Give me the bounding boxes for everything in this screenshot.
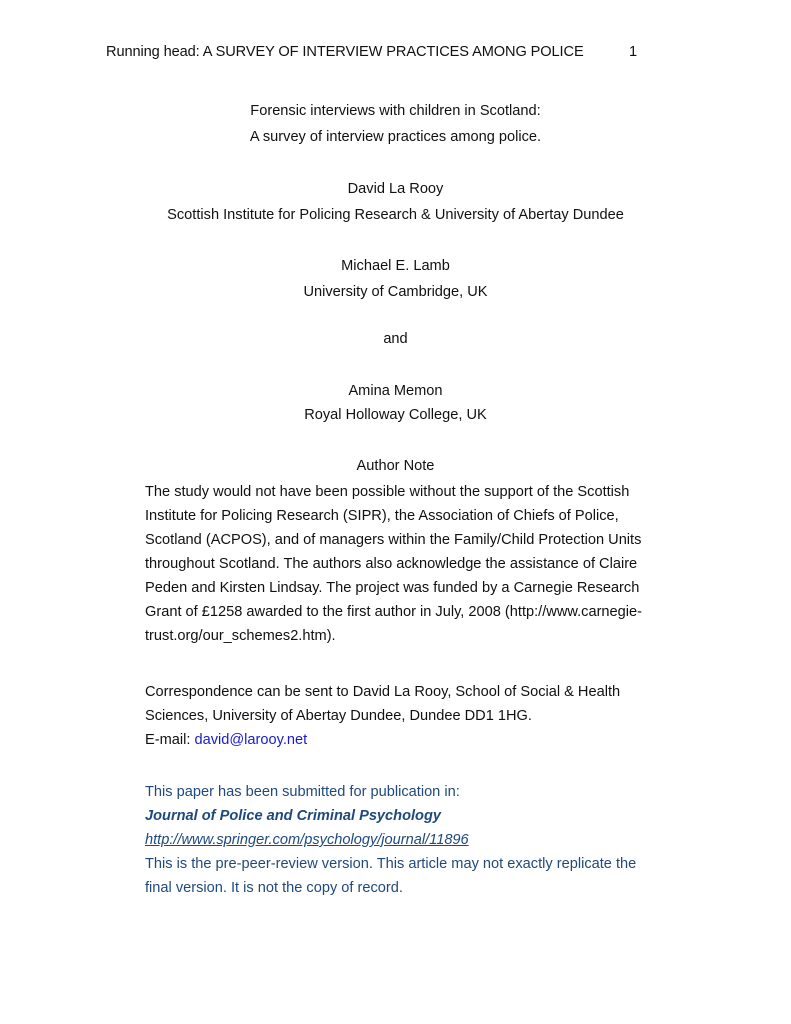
- author-note-line: Peden and Kirsten Lindsay. The project was funded by a Carnegie Research: [145, 580, 640, 596]
- author-name-3: Amina Memon: [348, 383, 443, 399]
- author-name-2: Michael E. Lamb: [341, 258, 450, 274]
- email-link[interactable]: david@larooy.net: [194, 732, 308, 748]
- correspondence-line: Sciences, University of Abertay Dundee, Dundee DD1 1HG.: [145, 708, 532, 724]
- title-line-2: A survey of interview practices among police.: [249, 129, 542, 145]
- author-affiliation-2: University of Cambridge, UK: [303, 284, 488, 300]
- author-note-line: The study would not have been possible without the support of the Scottish: [145, 484, 630, 500]
- email-line: [145, 728, 665, 752]
- author-note-line: throughout Scotland. The authors also acknowledge the assistance of Claire: [145, 556, 638, 572]
- author-conjunction: and: [383, 331, 408, 347]
- title-line-1: Forensic interviews with children in Scotland:: [250, 103, 541, 119]
- author-note-line: Scotland (ACPOS), and of managers within the Family/Child Protection Units: [145, 532, 642, 548]
- author-note-heading: Author Note: [356, 458, 435, 474]
- author-note-line: Institute for Policing Research (SIPR), the Association of Chiefs of Police,: [145, 508, 619, 524]
- correspondence-line: Correspondence can be sent to David La Rooy, School of Social & Health: [145, 684, 621, 700]
- journal-name: Journal of Police and Criminal Psychology: [145, 808, 441, 824]
- author-note-body: [145, 480, 665, 648]
- correspondence-block: [145, 680, 665, 752]
- page-number: 1: [629, 44, 638, 60]
- disclaimer-line: final version. It is not the copy of record.: [145, 880, 403, 896]
- journal-url-link[interactable]: http://www.springer.com/psychology/journal/11896: [145, 832, 469, 848]
- running-head: Running head: A SURVEY OF INTERVIEW PRACTICES AMONG POLICE: [106, 44, 584, 60]
- author-name-1: David La Rooy: [347, 181, 444, 197]
- author-note-line: trust.org/our_schemes2.htm).: [145, 628, 336, 644]
- email-label: E-mail:: [145, 732, 195, 748]
- author-affiliation-3: Royal Holloway College, UK: [304, 407, 487, 423]
- disclaimer-line: This is the pre-peer-review version. This article may not exactly replicate the: [145, 856, 637, 872]
- author-note-line: Grant of £1258 awarded to the first author in July, 2008 (http://www.carnegie-: [145, 604, 642, 620]
- author-affiliation-1: Scottish Institute for Policing Research & University of Abertay Dundee: [167, 207, 624, 223]
- publication-intro: This paper has been submitted for publication in:: [145, 784, 460, 800]
- publication-note: [145, 780, 665, 900]
